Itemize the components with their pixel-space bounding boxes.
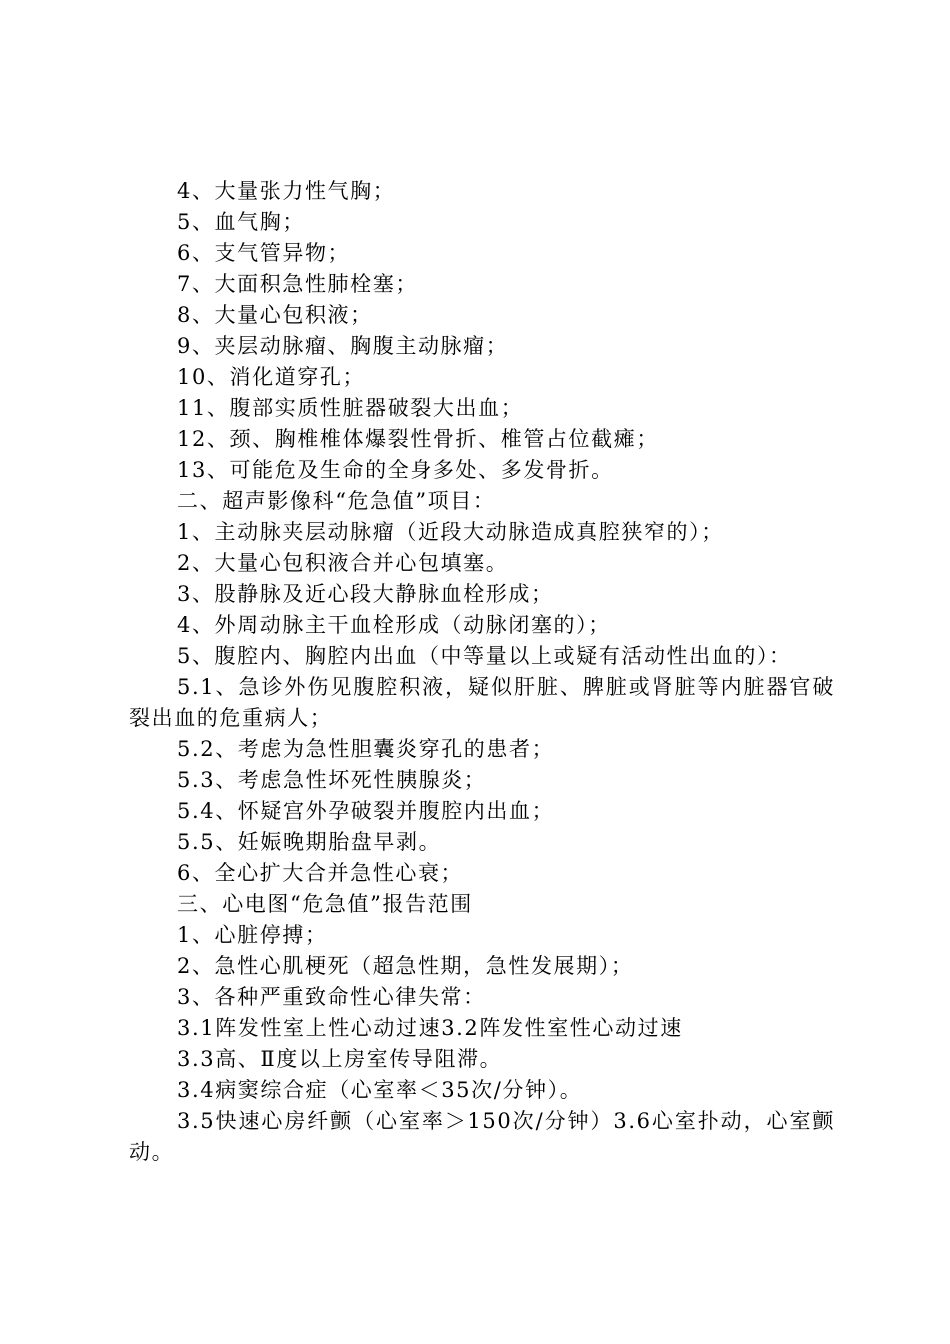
section-heading: 二、超声影像科“危急值”项目： [177,489,496,513]
list-item: 3、股静脉及近心段大静脉血栓形成； [177,582,554,606]
list-item: 2、大量心包积液合并心包填塞。 [177,551,509,575]
list-item: 5.5、妊娠晚期胎盘早剥。 [177,830,442,854]
list-item: 3、各种严重致命性心律失常： [177,985,486,1009]
list-item: 13、可能危及生命的全身多处、多发骨折。 [177,458,614,482]
document-page [129,176,835,1168]
list-item: 6、全心扩大合并急性心衰； [177,861,464,885]
list-item: 5.4、怀疑宫外孕破裂并腹腔内出血； [177,799,555,823]
list-item: 2、急性心肌梗死（超急性期，急性发展期）； [177,954,634,978]
list-item: 10、消化道穿孔； [177,365,366,389]
list-item: 9、夹层动脉瘤、胸腹主动脉瘤； [177,334,509,358]
list-item: 5、血气胸； [177,210,305,234]
list-item: 5、腹腔内、胸腔内出血（中等量以上或疑有活动性出血的）： [177,644,792,668]
list-item: 7、大面积急性肺栓塞； [177,272,418,296]
list-item: 3.3高、Ⅱ度以上房室传导阻滞。 [177,1047,503,1071]
list-item: 3.1阵发性室上性心动过速3.2阵发性室性心动过速 [177,1016,683,1040]
list-item: 1、主动脉夹层动脉瘤（近段大动脉造成真腔狭窄的）； [177,520,724,544]
list-item: 5.3、考虑急性坏死性胰腺炎； [177,768,487,792]
list-item: 11、腹部实质性脏器破裂大出血； [177,396,524,420]
list-item: 3.4病窦综合症（心室率＜35次/分钟）。 [177,1078,583,1102]
list-item: 6、支气管异物； [177,241,351,265]
section-heading: 三、心电图“危急值”报告范围 [177,892,473,916]
list-item: 1、心脏停搏； [177,923,328,947]
list-item: 8、大量心包积液； [177,303,373,327]
list-item: 4、大量张力性气胸； [177,179,396,203]
list-item: 3.5快速心房纤颤（心室率＞150次/分钟）3.6心室扑动，心室颤动。 [129,1109,835,1164]
list-item: 4、外周动脉主干血栓形成（动脉闭塞的）； [177,613,611,637]
list-item: 5.2、考虑为急性胆囊炎穿孔的患者； [177,737,555,761]
list-item: 12、颈、胸椎椎体爆裂性骨折、椎管占位截瘫； [177,427,659,451]
list-item: 5.1、急诊外伤见腹腔积液，疑似肝脏、脾脏或肾脏等内脏器官破裂出血的危重病人； [129,675,835,730]
